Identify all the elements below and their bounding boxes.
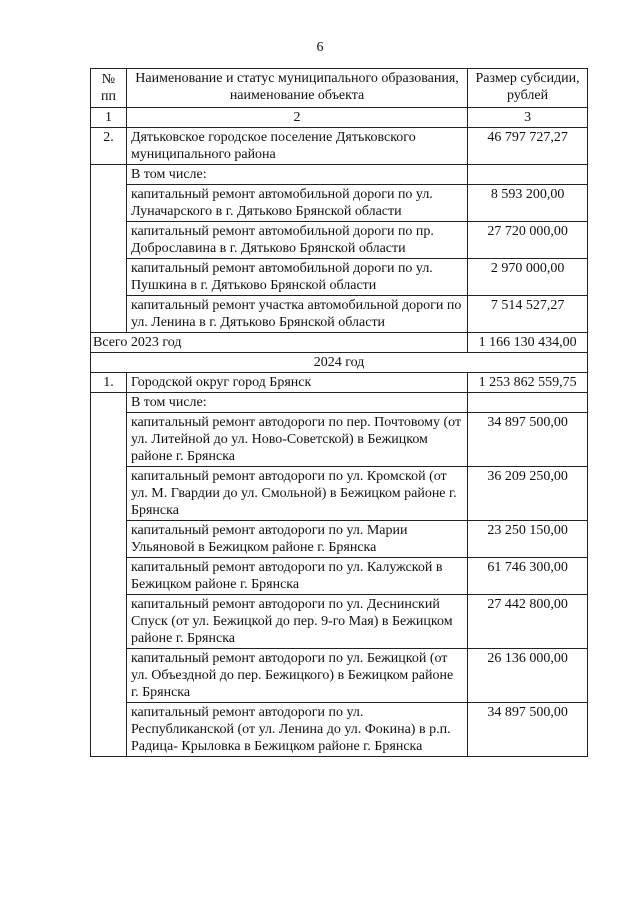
table-row bbox=[91, 558, 588, 595]
table-row bbox=[91, 185, 588, 222]
empty-num-cell bbox=[91, 393, 127, 757]
object-sum: 27 720 000,00 bbox=[468, 222, 588, 259]
object-sum: 23 250 150,00 bbox=[468, 521, 588, 558]
year-row bbox=[91, 353, 588, 373]
table-row bbox=[91, 703, 588, 757]
table-row bbox=[91, 413, 588, 467]
object-sum: 27 442 800,00 bbox=[468, 595, 588, 649]
index-cell: 3 bbox=[468, 108, 588, 128]
table-row bbox=[91, 521, 588, 558]
header-num-line2: пп bbox=[100, 89, 116, 104]
object-sum: 2 970 000,00 bbox=[468, 259, 588, 296]
year-label: 2024 год bbox=[91, 353, 588, 373]
object-name: капитальный ремонт автодороги по ул. Республиканской (от ул. Ленина до ул. Фокина) в р.п. Радица- Крыловка в Бежицком районе г. Брянска bbox=[126, 703, 467, 757]
object-name: капитальный ремонт автодороги по ул. Марии Ульяновой в Бежицком районе г. Брянска bbox=[126, 521, 467, 558]
municipality-row bbox=[91, 373, 588, 393]
header-col-num bbox=[91, 69, 127, 108]
total-sum: 1 166 130 434,00 bbox=[468, 333, 588, 353]
object-name: капитальный ремонт автодороги по пер. Почтовому (от ул. Литейной до ул. Ново-Советской) в Бежицком районе г. Брянска bbox=[126, 413, 467, 467]
object-name: капитальный ремонт автомобильной дороги по ул. Пушкина в г. Дятьково Брянской области bbox=[126, 259, 467, 296]
object-sum: 34 897 500,00 bbox=[468, 703, 588, 757]
object-sum: 34 897 500,00 bbox=[468, 413, 588, 467]
column-index-row bbox=[91, 108, 588, 128]
object-name: капитальный ремонт автодороги по ул. Бежицкой (от ул. Объездной до пер. Бежицкого) в Бежицком районе г. Брянска bbox=[126, 649, 467, 703]
row-number: 1. bbox=[91, 373, 127, 393]
index-cell: 2 bbox=[126, 108, 467, 128]
empty-sum-cell bbox=[468, 165, 588, 185]
header-name-text: Наименование и статус муниципального образования, наименование объекта bbox=[135, 71, 459, 103]
row-sum: 1 253 862 559,75 bbox=[468, 373, 588, 393]
row-sum: 46 797 727,27 bbox=[468, 128, 588, 165]
table-header-row bbox=[91, 69, 588, 108]
header-col-name bbox=[126, 69, 467, 108]
object-name: капитальный ремонт автодороги по ул. Калужской в Бежицком районе г. Брянска bbox=[126, 558, 467, 595]
table-row bbox=[91, 467, 588, 521]
object-sum: 26 136 000,00 bbox=[468, 649, 588, 703]
total-label: Всего 2023 год bbox=[91, 333, 468, 353]
object-name: капитальный ремонт автодороги по ул. Деснинский Спуск (от ул. Бежицкой до пер. 9-го Мая) в Бежицком районе г. Брянска bbox=[126, 595, 467, 649]
object-name: капитальный ремонт автомобильной дороги по пр. Доброславина в г. Дятьково Брянской области bbox=[126, 222, 467, 259]
table-row bbox=[91, 595, 588, 649]
object-sum: 7 514 527,27 bbox=[468, 296, 588, 333]
empty-sum-cell bbox=[468, 393, 588, 413]
object-sum: 61 746 300,00 bbox=[468, 558, 588, 595]
table-row bbox=[91, 649, 588, 703]
object-sum: 36 209 250,00 bbox=[468, 467, 588, 521]
table-row bbox=[91, 296, 588, 333]
municipality-name: Дятьковское городское поселение Дятьковского муниципального района bbox=[126, 128, 467, 165]
municipality-row bbox=[91, 128, 588, 165]
header-col-sum bbox=[468, 69, 588, 108]
header-num-line1: № bbox=[101, 72, 116, 87]
empty-num-cell bbox=[91, 165, 127, 333]
object-name: капитальный ремонт автомобильной дороги по ул. Луначарского в г. Дятьково Брянской области bbox=[126, 185, 467, 222]
municipality-name: Городской округ город Брянск bbox=[126, 373, 467, 393]
table-row bbox=[91, 259, 588, 296]
including-label: В том числе: bbox=[126, 393, 467, 413]
including-row bbox=[91, 393, 588, 413]
object-sum: 8 593 200,00 bbox=[468, 185, 588, 222]
including-label: В том числе: bbox=[126, 165, 467, 185]
row-number: 2. bbox=[91, 128, 127, 165]
subsidy-table bbox=[90, 68, 588, 757]
table-row bbox=[91, 222, 588, 259]
index-cell: 1 bbox=[91, 108, 127, 128]
including-row bbox=[91, 165, 588, 185]
object-name: капитальный ремонт автодороги по ул. Кромской (от ул. М. Гвардии до ул. Смольной) в Бежицком районе г. Брянска bbox=[126, 467, 467, 521]
header-sum-text: Размер субсидии, рублей bbox=[475, 71, 580, 103]
object-name: капитальный ремонт участка автомобильной дороги по ул. Ленина в г. Дятьково Брянской области bbox=[126, 296, 467, 333]
total-2023-row bbox=[91, 333, 588, 353]
page-number: 6 bbox=[316, 40, 324, 55]
